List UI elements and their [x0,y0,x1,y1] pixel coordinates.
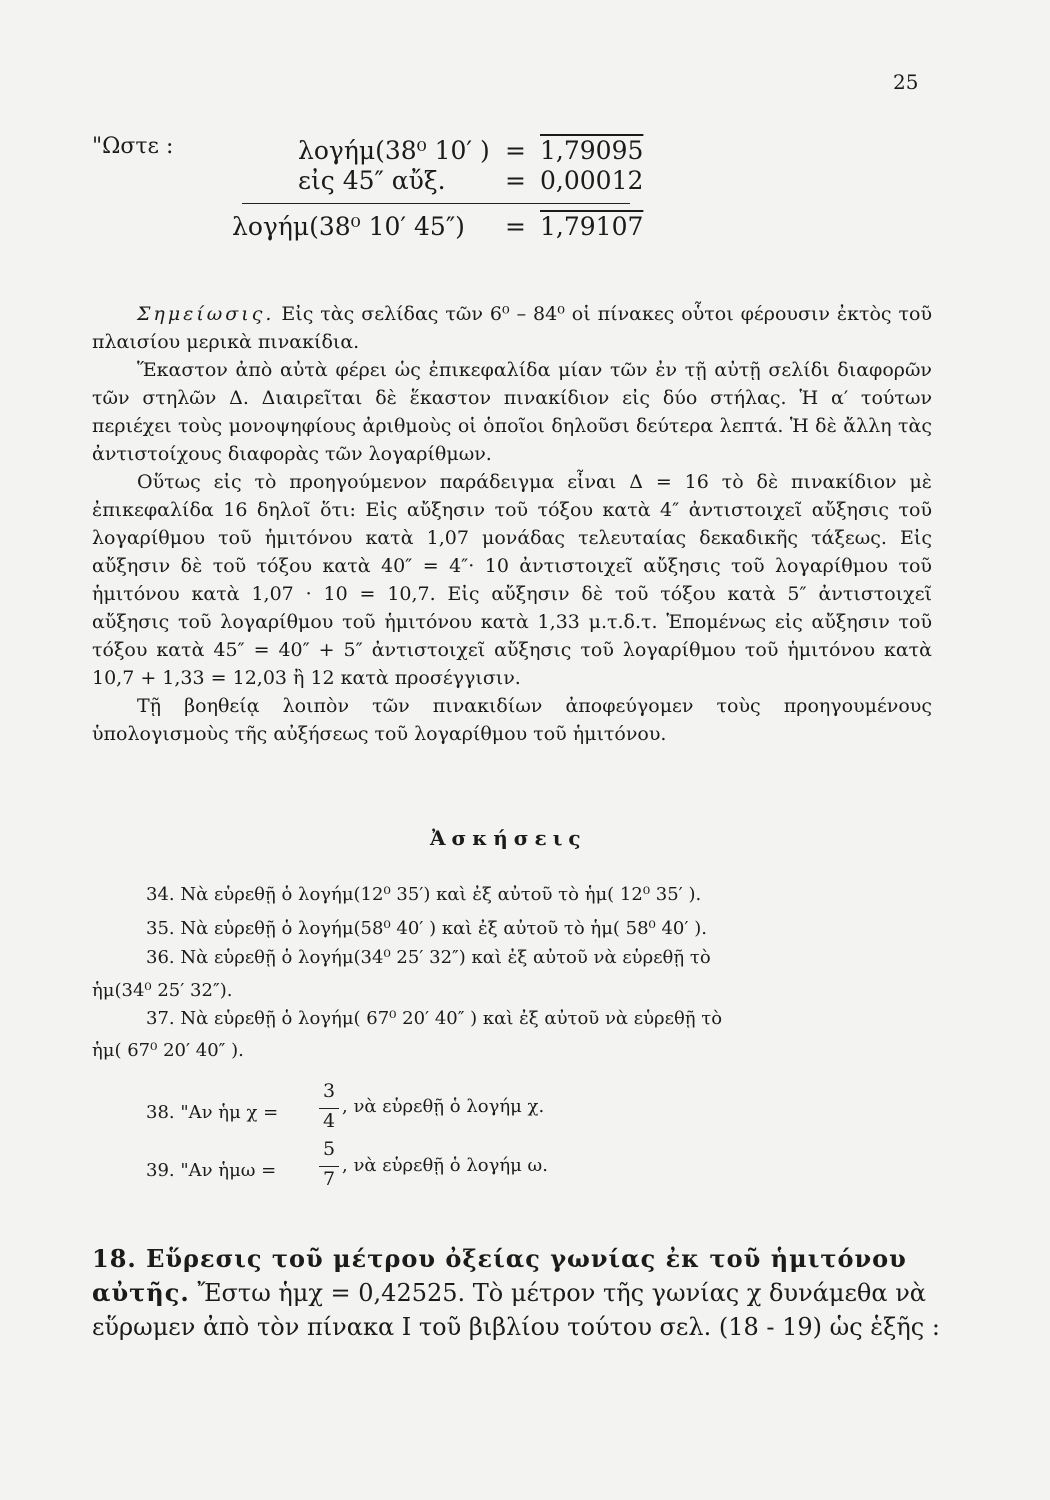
note-label: Σημείωσις. [137,303,275,325]
note-text-1: Εἰς τὰς σελίδας τῶν 6⁰ – 84⁰ οἱ πίνακες οὗτοι φέρουσιν ἐκτὸς τοῦ πλαισίου μερικὰ πινακίδια. [92,303,932,353]
calc-line3-eq: = [505,212,526,241]
note-block [92,300,932,748]
exercise-39-fraction-bar [319,1166,339,1167]
note-paragraph-3: Οὕτως εἰς τὸ προηγούμενον παράδειγμα εἶναι Δ = 16 τὸ δὲ πινακίδιον μὲ ἐπικεφαλίδα 16 δηλοῖ ὅτι: Εἰς αὔξησιν τοῦ τόξου κατὰ 4″ ἀντιστοιχεῖ αὔξησις τοῦ λογαρίθμου τοῦ ἡμιτόνου κατὰ 1,07 μονάδας τελευταίας δεκαδικῆς τάξεως. Εἰς αὔξησιν δὲ τοῦ τόξου κατὰ 40″ = 4″· 10 ἀντιστοιχεῖ αὔξησις τοῦ λογαρίθμου τοῦ ἡμιτόνου κατὰ 1,07 · 10 = 10,7. Εἰς αὔξησιν δὲ τοῦ τόξου κατὰ 5″ ἀντιστοιχεῖ αὔξησις τοῦ λογαρίθμου τοῦ ἡμιτόνου κατὰ 1,33 μ.τ.δ.τ. Ἑπομένως εἰς αὔξησιν τοῦ τόξου κατὰ 45″ = 40″ + 5″ ἀντιστοιχεῖ αὔξησις τοῦ λογαρίθμου τοῦ ἡμιτόνου κατὰ 10,7 + 1,33 = 12,03 ἢ 12 κατὰ προσέγγισιν. [92,471,932,689]
calc-lead: "Ωστε : [92,134,174,159]
note-paragraph-4: Τῇ βοηθείᾳ λοιπὸν τῶν πινακιδίων ἀποφεύγομεν τοὺς προηγουμένους ὑπολογισμοὺς τῆς αὐξήσεως τοῦ λογαρίθμου τοῦ ἡμιτόνου. [92,695,932,745]
note-paragraph-2: Ἕκαστον ἀπὸ αὐτὰ φέρει ὡς ἐπικεφαλίδα μίαν τῶν ἐν τῇ αὐτῇ σελίδι διαφορῶν τῶν στηλῶν Δ. Διαιρεῖται δὲ ἕκαστον πινακίδιον εἰς δύο στήλας. Ἡ α′ τούτων περιέχει τοὺς μονοψηφίους ἀριθμοὺς οἱ ὁποῖοι δηλοῦσι δεύτερα λεπτά. Ἡ δὲ ἄλλη τὰς ἀντιστοίχους διαφορὰς τῶν λογαρίθμων. [92,359,932,465]
exercise-38-prefix: 38. "Αν ἡμ χ = [146,1102,279,1123]
calc-line2-lhs: εἰς 45″ αὔξ. [298,166,446,195]
calc-line3-lhs: λογήμ(38⁰ 10′ 45″) [232,212,465,241]
exercise-36-line1: 36. Νὰ εὑρεθῇ ὁ λογήμ(34⁰ 25′ 32″) καὶ ἐξ αὐτοῦ νὰ εὑρεθῇ τὸ [146,947,711,968]
section-18-heading: 18. Εὕρεσις τοῦ μέτρου ὀξείας γωνίας ἐκ τοῦ ἡμιτόνου αὐτῆς. [92,1244,907,1307]
exercise-37-line1: 37. Νὰ εὑρεθῇ ὁ λογήμ( 67⁰ 20′ 40″ ) καὶ ἐξ αὐτοῦ νὰ εὑρεθῇ τὸ [146,1008,723,1029]
section-18-text: Ἔστω ἡμχ = 0,42525. Τὸ μέτρον τῆς γωνίας χ δυνάμεθα νὰ εὕρωμεν ἀπὸ τὸν πίνακα I τοῦ βιβλίου τούτου σελ. (18 - 19) ὡς ἑξῆς : [92,1279,940,1341]
exercise-35: 35. Νὰ εὑρεθῇ ὁ λογήμ(58⁰ 40′ ) καὶ ἐξ αὐτοῦ τὸ ἡμ( 58⁰ 40′ ). [146,918,707,939]
calc-line2-rhs: 0,00012 [540,166,644,195]
exercise-34: 34. Νὰ εὑρεθῇ ὁ λογήμ(12⁰ 35′) καὶ ἐξ αὐτοῦ τὸ ἡμ( 12⁰ 35′ ). [146,884,702,905]
calc-line1-lhs: λογήμ(38⁰ 10′ ) [298,136,490,165]
exercise-36-line2: ἡμ(34⁰ 25′ 32″). [92,980,233,1001]
section-18 [92,1242,942,1344]
exercise-39-numerator: 5 [322,1138,336,1160]
calc-rule [242,203,630,204]
calc-line3-rhs: 1,79107 [540,212,644,241]
exercise-39-prefix: 39. "Αν ἡμω = [146,1160,277,1181]
page-number: 25 [893,70,919,94]
exercise-38-suffix: , νὰ εὑρεθῇ ὁ λογήμ χ. [342,1096,545,1117]
exercise-39-denominator: 7 [322,1168,336,1190]
calc-line2-eq: = [505,166,526,195]
exercise-38-denominator: 4 [322,1110,336,1132]
exercise-39-suffix: , νὰ εὑρεθῇ ὁ λογήμ ω. [342,1155,548,1176]
note-paragraph-1 [92,300,932,356]
exercise-37-line2: ἡμ( 67⁰ 20′ 40″ ). [92,1040,244,1061]
exercises-title: Ἀσκήσεις [430,826,587,850]
calc-line1-eq: = [505,136,526,165]
calc-line1-rhs: 1,79095 [540,136,644,165]
exercise-38-numerator: 3 [322,1080,336,1102]
exercise-38-fraction-bar [319,1108,339,1109]
